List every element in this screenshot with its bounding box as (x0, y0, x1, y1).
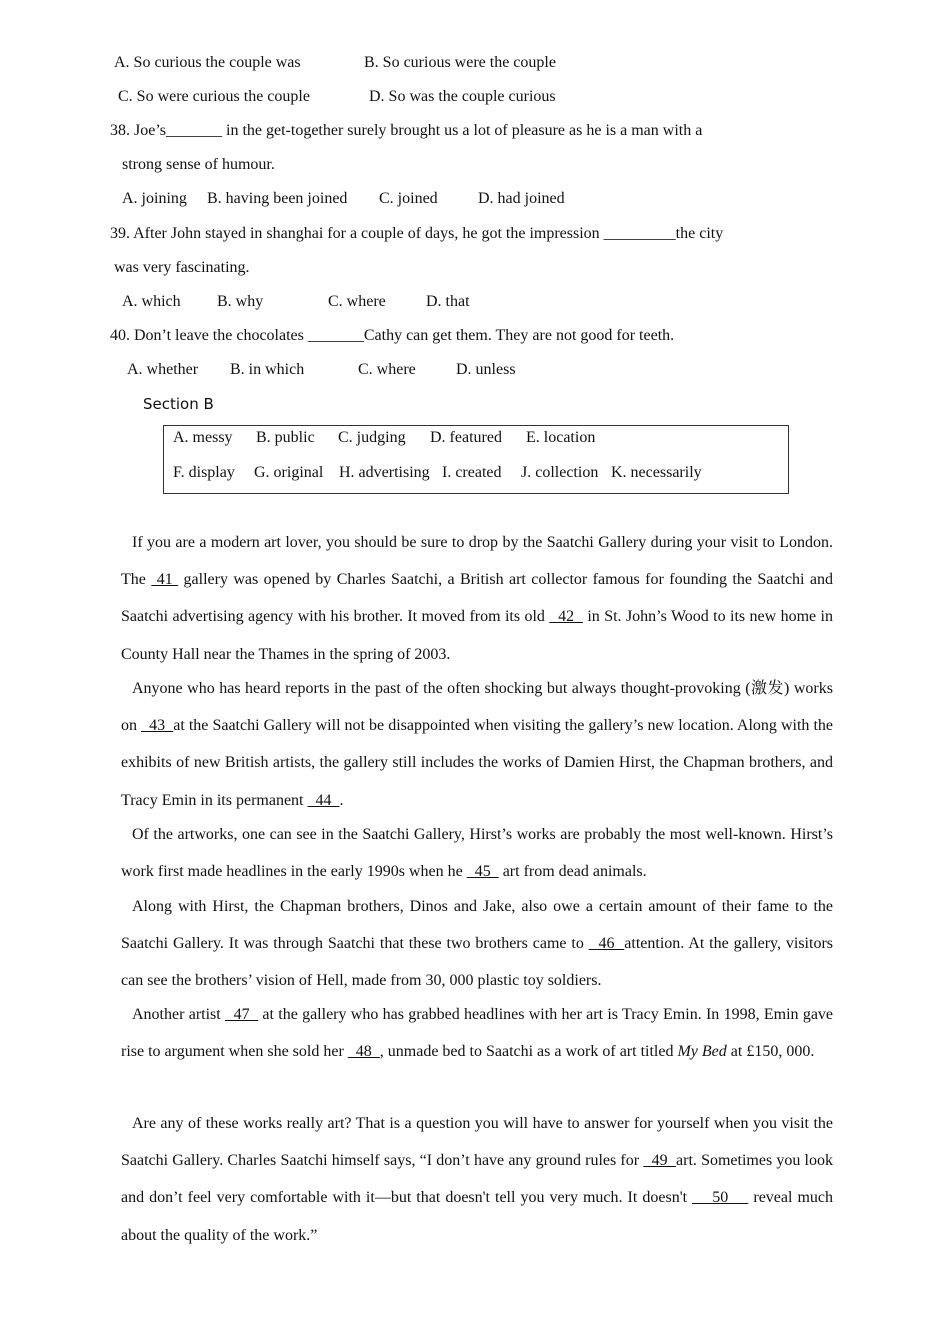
q39-option-a: A. which (122, 293, 181, 310)
q38-option-c: C. joined (379, 190, 438, 207)
q39-stem-line1: 39. After John stayed in shanghai for a couple of days, he got the impression _________the city (110, 225, 724, 242)
q38-option-a: A. joining (122, 190, 187, 207)
word-bank-item-h: H. advertising (339, 464, 430, 481)
blank-42[interactable]: 42 (549, 608, 583, 626)
passage-text: at the Saatchi Gallery will not be disappointed when visiting the gallery’s new location. Along with the exhibits of new British artists, the gallery still includes the works of Damien Hirst, the Chapman brothers, and Tracy Emin in its permanent (121, 717, 834, 809)
passage-text: Of the artworks, one can see in the Saatchi Gallery, Hirst’s works are probably the most well-known. Hirst’s work first made headlines in the early 1990s when he (121, 826, 833, 881)
q37-option-d: D. So was the couple curious (369, 88, 556, 105)
passage-text: gallery was opened by Charles Saatchi, a British art collector famous for founding the Saatchi and Saatchi advertising agency with his brother. It moved from its old (121, 571, 834, 626)
word-bank-item-c: C. judging (338, 429, 406, 446)
passage-text: , unmade bed to Saatchi as a work of art titled (379, 1043, 678, 1061)
word-bank-item-b: B. public (256, 429, 315, 446)
q40-option-b: B. in which (230, 361, 305, 378)
blank-45[interactable]: 45 (466, 863, 499, 881)
blank-48[interactable]: 48 (347, 1043, 380, 1061)
artwork-title: My Bed (677, 1043, 727, 1061)
passage-text: If you are a modern art lover, you should be sure to drop by the Saatchi Gallery during your visit to London. The (121, 534, 833, 589)
q38-stem-line1: 38. Joe’s_______ in the get-together surely brought us a lot of pleasure as he is a man with a (110, 122, 703, 139)
passage-text: Anyone who has heard reports in the past of the often shocking but always thought-provoking (激发) works on (121, 680, 833, 735)
blank-47[interactable]: 47 (225, 1006, 259, 1023)
passage-paragraph-5 (121, 996, 833, 1070)
passage-text: art from dead animals. (498, 863, 647, 881)
word-bank-item-k: K. necessarily (611, 464, 702, 481)
passage-text: . (339, 791, 344, 809)
passage-text: Another artist (132, 1006, 225, 1023)
word-bank-item-f: F. display (173, 464, 235, 481)
word-bank-item-d: D. featured (430, 429, 502, 446)
q39-option-d: D. that (426, 293, 470, 310)
word-bank-item-e: E. location (526, 429, 596, 446)
word-bank-item-a: A. messy (173, 429, 233, 446)
passage-text: at £150, 000. (726, 1043, 815, 1061)
blank-49[interactable]: 49 (643, 1152, 677, 1170)
passage-paragraph-6 (121, 1105, 833, 1254)
passage-paragraph-1 (121, 524, 833, 673)
q40-option-c: C. where (358, 361, 416, 378)
passage-text: at the gallery who has grabbed headlines with her art is Tracy Emin. In 1998, Emin gave rise to argument when she sold her (121, 1006, 834, 1061)
section-b-heading: Section B (143, 395, 214, 413)
passage-paragraph-2 (121, 670, 833, 819)
blank-50[interactable]: 50 (692, 1189, 749, 1207)
passage-text: attention. At the gallery, visitors can see the brothers’ vision of Hell, made from 30, 000 plastic toy soldiers. (121, 935, 834, 990)
passage-text: in St. John’s Wood to its new home in County Hall near the Thames in the spring of 2003. (121, 608, 833, 663)
q37-option-b: B. So curious were the couple (364, 54, 556, 71)
word-bank-item-g: G. original (254, 464, 324, 481)
q38-option-b: B. having been joined (207, 190, 348, 207)
blank-43[interactable]: 43 (141, 717, 174, 735)
word-bank-item-i: I. created (442, 464, 502, 481)
q39-option-b: B. why (217, 293, 264, 310)
blank-41[interactable]: 41 (151, 571, 179, 589)
q40-option-d: D. unless (456, 361, 516, 378)
q39-option-c: C. where (328, 293, 386, 310)
blank-44[interactable]: 44 (307, 791, 340, 809)
q38-stem-line2: strong sense of humour. (122, 156, 275, 173)
q38-option-d: D. had joined (478, 190, 565, 207)
passage-text: Along with Hirst, the Chapman brothers, Dinos and Jake, also owe a certain amount of their fame to the Saatchi Gallery. It was through Saatchi that these two brothers came to (121, 898, 833, 953)
passage-text: reveal much about the quality of the work.” (121, 1189, 834, 1244)
q39-stem-line2: was very fascinating. (114, 259, 250, 276)
passage-paragraph-4 (121, 888, 833, 1000)
blank-46[interactable]: 46 (588, 935, 625, 953)
passage-paragraph-3 (121, 816, 833, 890)
q40-option-a: A. whether (127, 361, 199, 378)
q37-option-a: A. So curious the couple was (114, 54, 301, 71)
passage-text: art. Sometimes you look and don’t feel very comfortable with it—but that doesn't tell you very much. It doesn't (121, 1152, 834, 1207)
passage-text: Are any of these works really art? That is a question you will have to answer for yourself when you visit the Saatchi Gallery. Charles Saatchi himself says, “I don’t have any ground rules for (121, 1115, 833, 1170)
q37-option-c: C. So were curious the couple (118, 88, 310, 105)
q40-stem: 40. Don’t leave the chocolates _______Cathy can get them. They are not good for teeth. (110, 327, 675, 344)
word-bank-item-j: J. collection (521, 464, 599, 481)
